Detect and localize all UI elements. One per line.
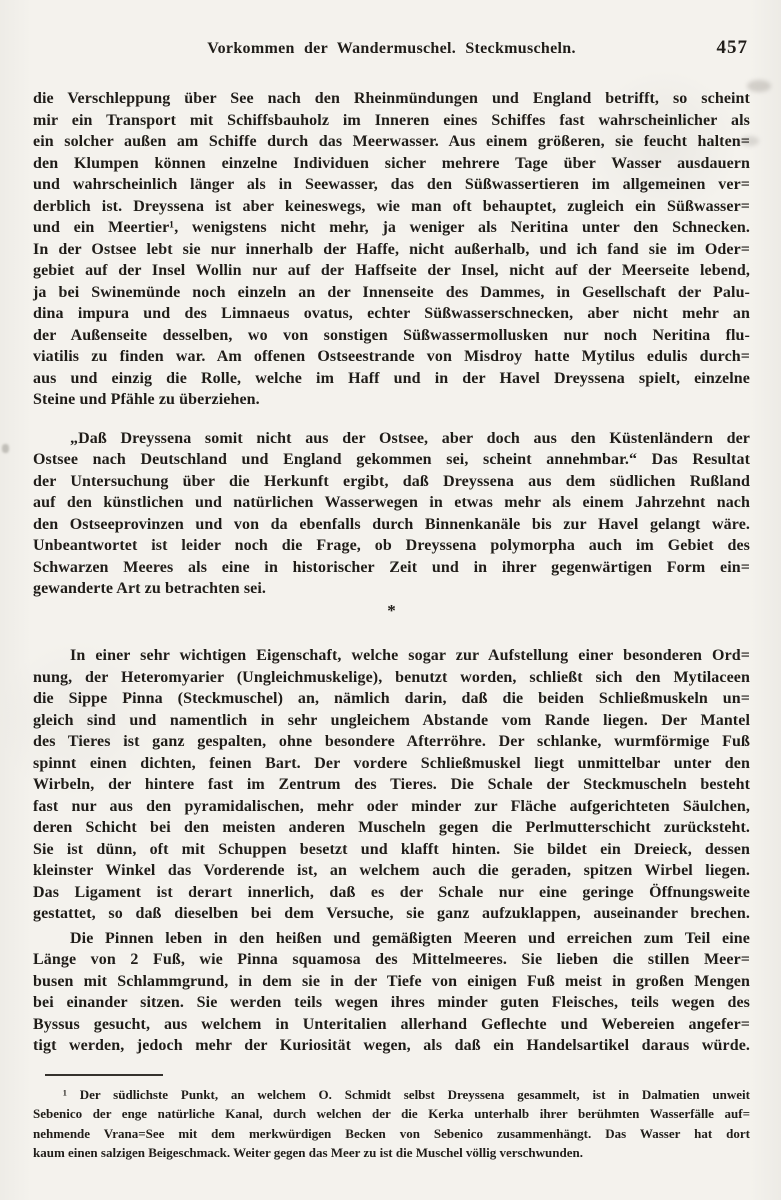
text-line: den Ostseeprovinzen und von da ebenfalls durch Binnenkanäle bis zur Havel gelangt wäre.: [33, 515, 750, 533]
text-line: und wahrscheinlich länger als in Seewasser, das den Süßwassertieren im allgemeinen ver=: [33, 176, 750, 193]
text-line: Wirbeln, der hintere fast im Zentrum des Tieres. Die Schale der Steckmuscheln besteht: [33, 776, 750, 793]
text-line: gestattet, so daß dieselben bei dem Versuche, sie ganz aufzuklappen, auseinander brechen.: [33, 905, 750, 922]
text-line: kleinster Winkel das Vorderende ist, an welchem auch die geraden, spitzen Wirbel liegen.: [33, 862, 750, 879]
text-line: „Daß Dreyssena somit nicht aus der Ostsee, aber doch aus den Küstenländern der: [70, 429, 750, 447]
text-block: [33, 37, 750, 1163]
text-line: tigt werden, jedoch mehr der Kuriosität wegen, als daß ein Handelsartikel daraus würde.: [33, 1037, 750, 1054]
text-line: des Tieres ist ganz gespalten, ohne besondere Afterröhre. Der schlanke, wurmförmige Fuß: [33, 733, 750, 750]
text-line: mir ein Transport mit Schiffsbauholz im Inneren eines Schiffes fast wahrscheinlicher als: [33, 111, 750, 129]
paragraph-2: [33, 428, 750, 600]
text-line: Sie ist dünn, oft mit Schuppen besetzt und klafft hinten. Sie bildet ein Dreieck, dessen: [33, 840, 750, 858]
footnote-separator-rule: [45, 1074, 163, 1076]
text-line: busen mit Schlammgrund, in dem sie in der Tiefe von einigen Fuß meist in großen Mengen: [33, 972, 750, 990]
text-line: Byssus gesucht, aus welchem in Unteritalien allerhand Geflechte und Webereien angefer=: [33, 1015, 750, 1033]
footnote-line: ¹ Der südlichste Punkt, an welchem O. Schmidt selbst Dreyssena gesammelt, ist in Dalmatien unweit: [63, 1086, 750, 1102]
paragraph-1: [33, 88, 750, 411]
text-line: dina impura und des Limnaeus ovatus, echter Süßwasserschnecken, aber nicht mehr an: [33, 305, 750, 322]
paragraph-4: [33, 928, 750, 1057]
text-line: der Untersuchung über die Herkunft ergibt, daß Dreyssena aus dem südlichen Rußland: [33, 472, 750, 490]
section-separator-asterisk: *: [387, 600, 396, 620]
text-line: der Außenseite desselben, wo von sonstigen Süßwassermollusken nur noch Neritina flu-: [33, 326, 750, 344]
footnote-line: kaum einen salzigen Beigeschmack. Weiter gegen das Meer zu ist die Muschel völlig verschwunden.: [33, 1145, 583, 1160]
text-line: den Klumpen können einzelne Individuen sicher mehrere Tage über Wasser ausdauern: [33, 154, 750, 172]
text-line: auf den künstlichen und natürlichen Wasserwegen in etwas mehr als einem Jahrzehnt nach: [33, 494, 750, 511]
text-line: gewanderte Art zu betrachten sei.: [33, 580, 267, 597]
running-header: [33, 37, 750, 62]
page-number: 457: [716, 37, 748, 58]
text-line: die Sippe Pinna (Steckmuschel) an, nämlich darin, daß die beiden Schließmuskeln un=: [33, 690, 750, 707]
text-line: In der Ostsee lebt sie nur innerhalb der Haffe, nicht außerhalb, und ich fand sie im Oder=: [33, 240, 750, 258]
running-header-title: Vorkommen der Wandermuschel. Steckmuscheln.: [207, 40, 576, 57]
text-line: und ein Meertier¹, wenigstens nicht mehr, ja weniger als Neritina unter den Schnecken.: [33, 219, 750, 236]
text-line: aus und einzig die Rolle, welche im Haff und in der Havel Dreyssena spielt, einzelne: [33, 369, 750, 387]
text-line: Steine und Pfähle zu überziehen.: [33, 391, 260, 408]
text-line: bei einander sitzen. Sie werden teils wegen ihres minder guten Fleisches, teils wegen des: [33, 994, 750, 1011]
text-line: derblich ist. Dreyssena ist aber keineswegs, wie man oft behauptet, zugleich ein Süßwasser=: [33, 197, 750, 215]
text-line: Die Pinnen leben in den heißen und gemäßigten Meeren und erreichen zum Teil eine: [70, 929, 750, 947]
footnote-line: Sebenico der enge natürliche Kanal, durch welchen der die Kerka unterhalb ihrer berühmten Wasserfälle auf=: [33, 1106, 750, 1121]
text-line: Schwarzen Meeres als eine in historischer Zeit und in ihrer gegenwärtigen Form ein=: [33, 558, 750, 576]
text-line: spinnt einen dichten, feinen Bart. Der vordere Schließmuskel liegt unmittelbar unter den: [33, 754, 750, 772]
scan-smudge: [747, 80, 771, 92]
paragraph-3: [33, 645, 750, 925]
text-line: die Verschleppung über See nach den Rheinmündungen und England betrifft, so scheint: [33, 90, 750, 107]
text-line: In einer sehr wichtigen Eigenschaft, welche sogar zur Aufstellung einer besonderen Ord=: [70, 647, 750, 664]
footnote: [33, 1085, 750, 1163]
text-line: Das Ligament ist derart innerlich, daß es der Schale nur eine geringe Öffnungsweite: [33, 883, 750, 901]
text-line: gleich sind und namentlich in sehr ungleichem Abstande vom Rande liegen. Der Mantel: [33, 711, 750, 729]
text-line: fast nur aus den pyramidalischen, mehr oder minder zur Fläche aufgerichteten Säulchen,: [33, 797, 750, 815]
text-line: deren Schicht bei den meisten anderen Muscheln gegen die Perlmutterschicht zurücksteht.: [33, 819, 750, 836]
footnote-line: nehmende Vrana=See mit dem merkwürdigen Becken von Sebenico zusammenhängt. Das Wasser hat dort: [33, 1125, 750, 1141]
text-line: Unbeantwortet ist leider noch die Frage, ob Dreyssena polymorpha auch im Gebiet des: [33, 537, 750, 554]
scan-speck: [2, 444, 9, 453]
text-line: viatilis zu finden war. Am offenen Ostseestrande von Misdroy hatte Mytilus edulis durch=: [33, 348, 750, 365]
text-line: Ostsee nach Deutschland und England gekommen sei, scheint annehmbar.“ Das Resultat: [33, 451, 750, 468]
text-line: ein solcher außen am Schiffe durch das Meerwasser. Aus einem größeren, sie feucht halten=: [33, 133, 750, 150]
text-line: nung, der Heteromyarier (Ungleichmuskelige), benutzt worden, schließt sich den Mytilaceen: [33, 668, 750, 686]
text-line: ja bei Swinemünde noch einzeln an der Innenseite des Dammes, in Gesellschaft der Palu-: [33, 283, 750, 301]
text-line: gebiet auf der Insel Wollin nur auf der Haffseite der Insel, nicht auf der Meerseite lebend,: [33, 262, 750, 279]
text-line: Länge von 2 Fuß, wie Pinna squamosa des Mittelmeeres. Sie lieben die stillen Meer=: [33, 951, 750, 968]
